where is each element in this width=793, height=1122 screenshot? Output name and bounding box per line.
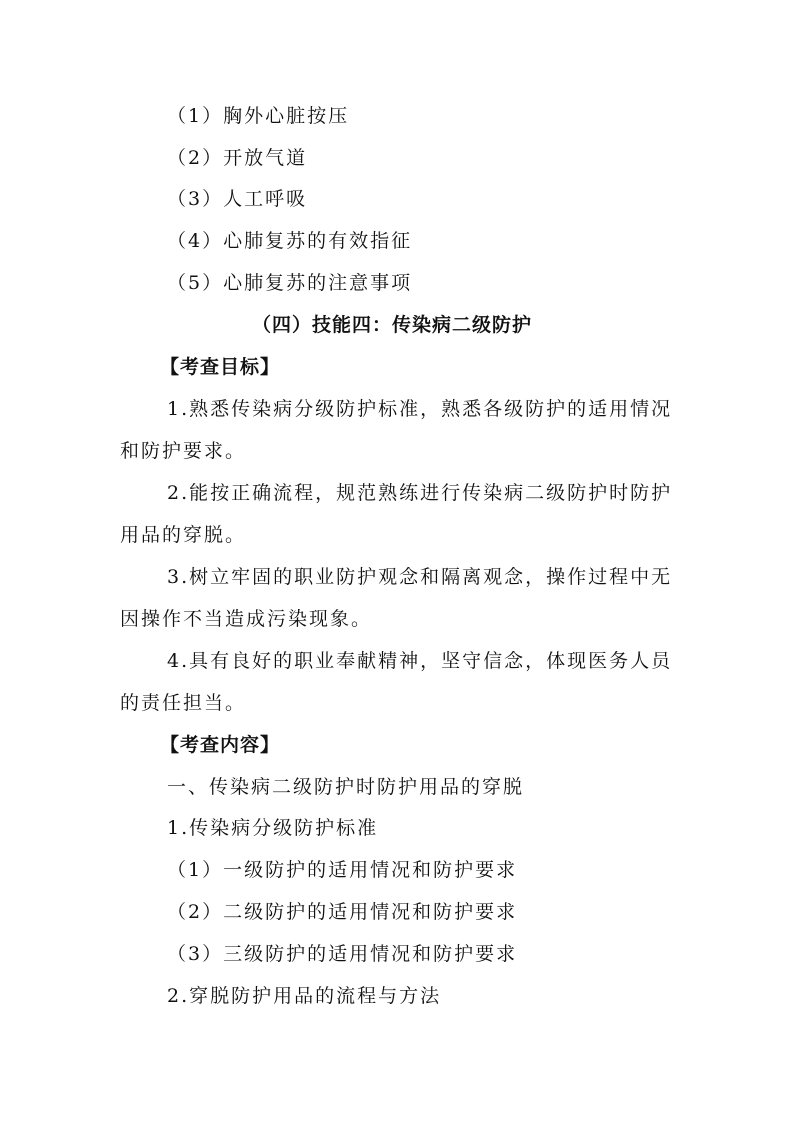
list-item-chest-compression: （1）胸外心脏按压 xyxy=(167,105,350,127)
objective-4-line-2: 的责任担当。 xyxy=(120,692,247,714)
content-subitem-level-3: （3）三级防护的适用情况和防护要求 xyxy=(167,943,518,965)
objective-3-line-2: 因操作不当造成污染现象。 xyxy=(120,608,373,630)
objective-4-line-1: 4.具有良好的职业奉献精神，坚守信念，体现医务人员 xyxy=(167,650,673,672)
objective-1-line-2: 和防护要求。 xyxy=(120,440,247,462)
section-heading-skill-four: （四）技能四：传染病二级防护 xyxy=(252,314,533,336)
list-item-cpr-effective-signs: （4）心肺复苏的有效指征 xyxy=(167,230,413,252)
heading-assessment-content: 【考查内容】 xyxy=(160,734,281,756)
objective-2-line-1: 2.能按正确流程，规范熟练进行传染病二级防护时防护 xyxy=(167,482,673,504)
content-subitem-level-2: （2）二级防护的适用情况和防护要求 xyxy=(167,901,518,923)
heading-assessment-objectives: 【考查目标】 xyxy=(160,356,281,378)
objective-1-line-1: 1.熟悉传染病分级防护标准，熟悉各级防护的适用情况 xyxy=(167,398,673,420)
content-item-1: 1.传染病分级防护标准 xyxy=(167,817,379,839)
content-subitem-level-1: （1）一级防护的适用情况和防护要求 xyxy=(167,859,518,881)
list-item-cpr-precautions: （5）心肺复苏的注意事项 xyxy=(167,272,413,294)
list-item-artificial-respiration: （3）人工呼吸 xyxy=(167,188,308,210)
list-item-open-airway: （2）开放气道 xyxy=(167,147,308,169)
objective-2-line-2: 用品的穿脱。 xyxy=(120,524,247,546)
content-part-one-heading: 一、传染病二级防护时防护用品的穿脱 xyxy=(167,776,525,798)
content-item-2: 2.穿脱防护用品的流程与方法 xyxy=(167,985,442,1007)
objective-3-line-1: 3.树立牢固的职业防护观念和隔离观念，操作过程中无 xyxy=(167,566,673,588)
